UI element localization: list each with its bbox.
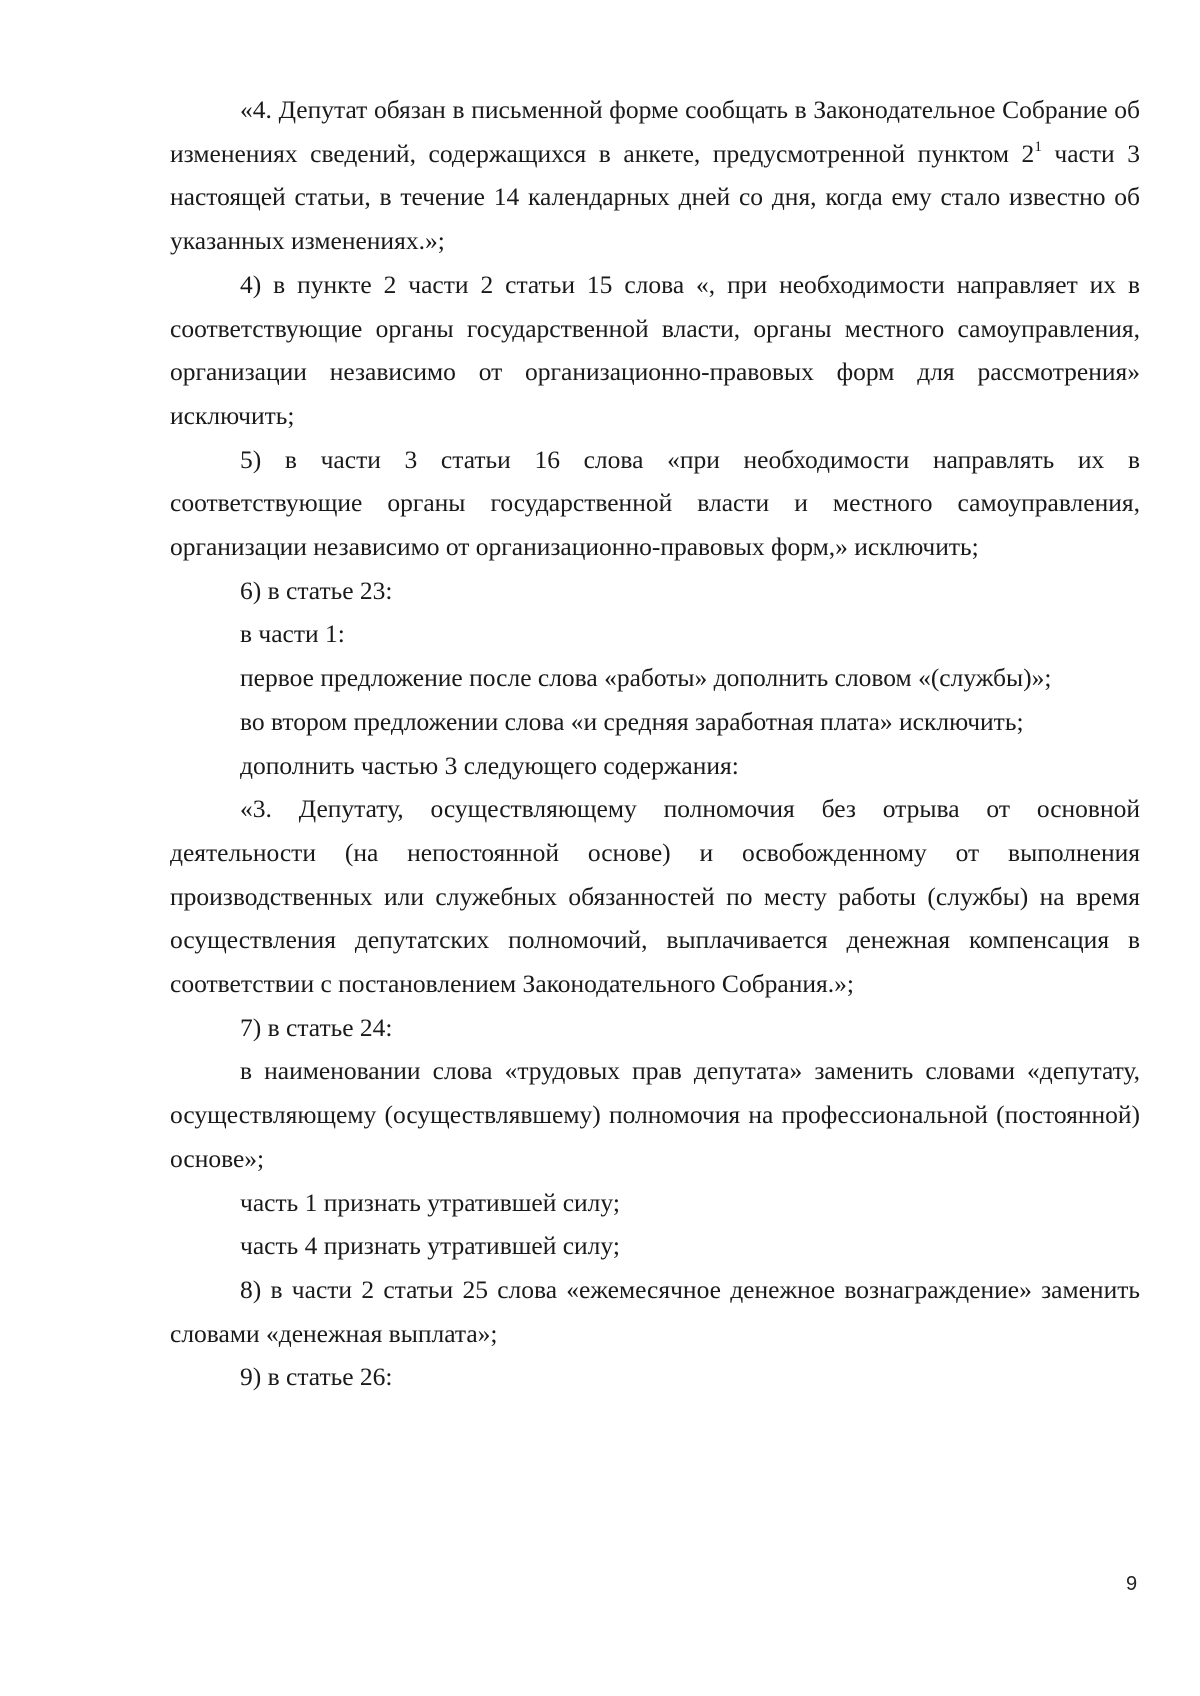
paragraph-item-6: 6) в статье 23: bbox=[240, 575, 393, 605]
paragraph-part-4-repeal: часть 4 признать утратившей силу; bbox=[240, 1231, 620, 1261]
paragraph-part-1-repeal: часть 1 признать утратившей силу; bbox=[240, 1187, 620, 1217]
paragraph-first-sentence: первое предложение после слова «работы» дополнить словом «(службы)»; bbox=[240, 663, 1052, 693]
paragraph-item-7: 7) в статье 24: bbox=[240, 1012, 393, 1042]
page-number: 9 bbox=[1126, 1573, 1138, 1595]
paragraph-add-part-3: дополнить частью 3 следующего содержания: bbox=[240, 750, 739, 780]
paragraph-part-1: в части 1: bbox=[240, 619, 345, 649]
paragraph-item-5: 5) в части 3 статьи 16 слова «при необходимости направлять их в соответствующие органы государственной власти и местного самоуправления, организации независимо от организационно-правовых форм,» исключить; bbox=[170, 444, 1140, 562]
paragraph-amendment-part-3: «3. Депутату, осуществляющему полномочия без отрыва от основной деятельности (на непостоянной основе) и освобожденному от выполнения производственных или служебных обязанностей по месту работы (службы) на время осуществления депутатских полномочий, выплачивается денежная компенсация в соответствии с постановлением Законодательного Собрания.»; bbox=[170, 794, 1140, 999]
document-body bbox=[170, 88, 1140, 1399]
paragraph-item-9: 9) в статье 26: bbox=[240, 1362, 393, 1392]
superscript: 1 bbox=[1034, 138, 1042, 155]
paragraph-heading-change: в наименовании слова «трудовых прав депутата» заменить словами «депутату, осуществляющему (осуществлявшему) полномочия на профессиональной (постоянной) основе»; bbox=[170, 1056, 1140, 1173]
paragraph-item-4: 4) в пункте 2 части 2 статьи 15 слова «, при необходимости направляет их в соответствующие органы государственной власти, органы местного самоуправления, организации независимо от организационно-правовых форм для рассмотрения» исключить; bbox=[170, 269, 1140, 430]
paragraph-item-8: 8) в части 2 статьи 25 слова «ежемесячное денежное вознаграждение» заменить словами «денежная выплата»; bbox=[170, 1274, 1140, 1348]
paragraph-second-sentence: во втором предложении слова «и средняя заработная плата» исключить; bbox=[240, 706, 1024, 736]
paragraph-amendment-part-4: «4. Депутат обязан в письменной форме сообщать в Законодательное Собрание об изменениях сведений, содержащихся в анкете, предусмотренной пунктом $2^1$ части 3 настоящей статьи, в течение 14 календарных дней со дня, когда ему стало известно об указанных изменениях.»; bbox=[170, 95, 1140, 256]
